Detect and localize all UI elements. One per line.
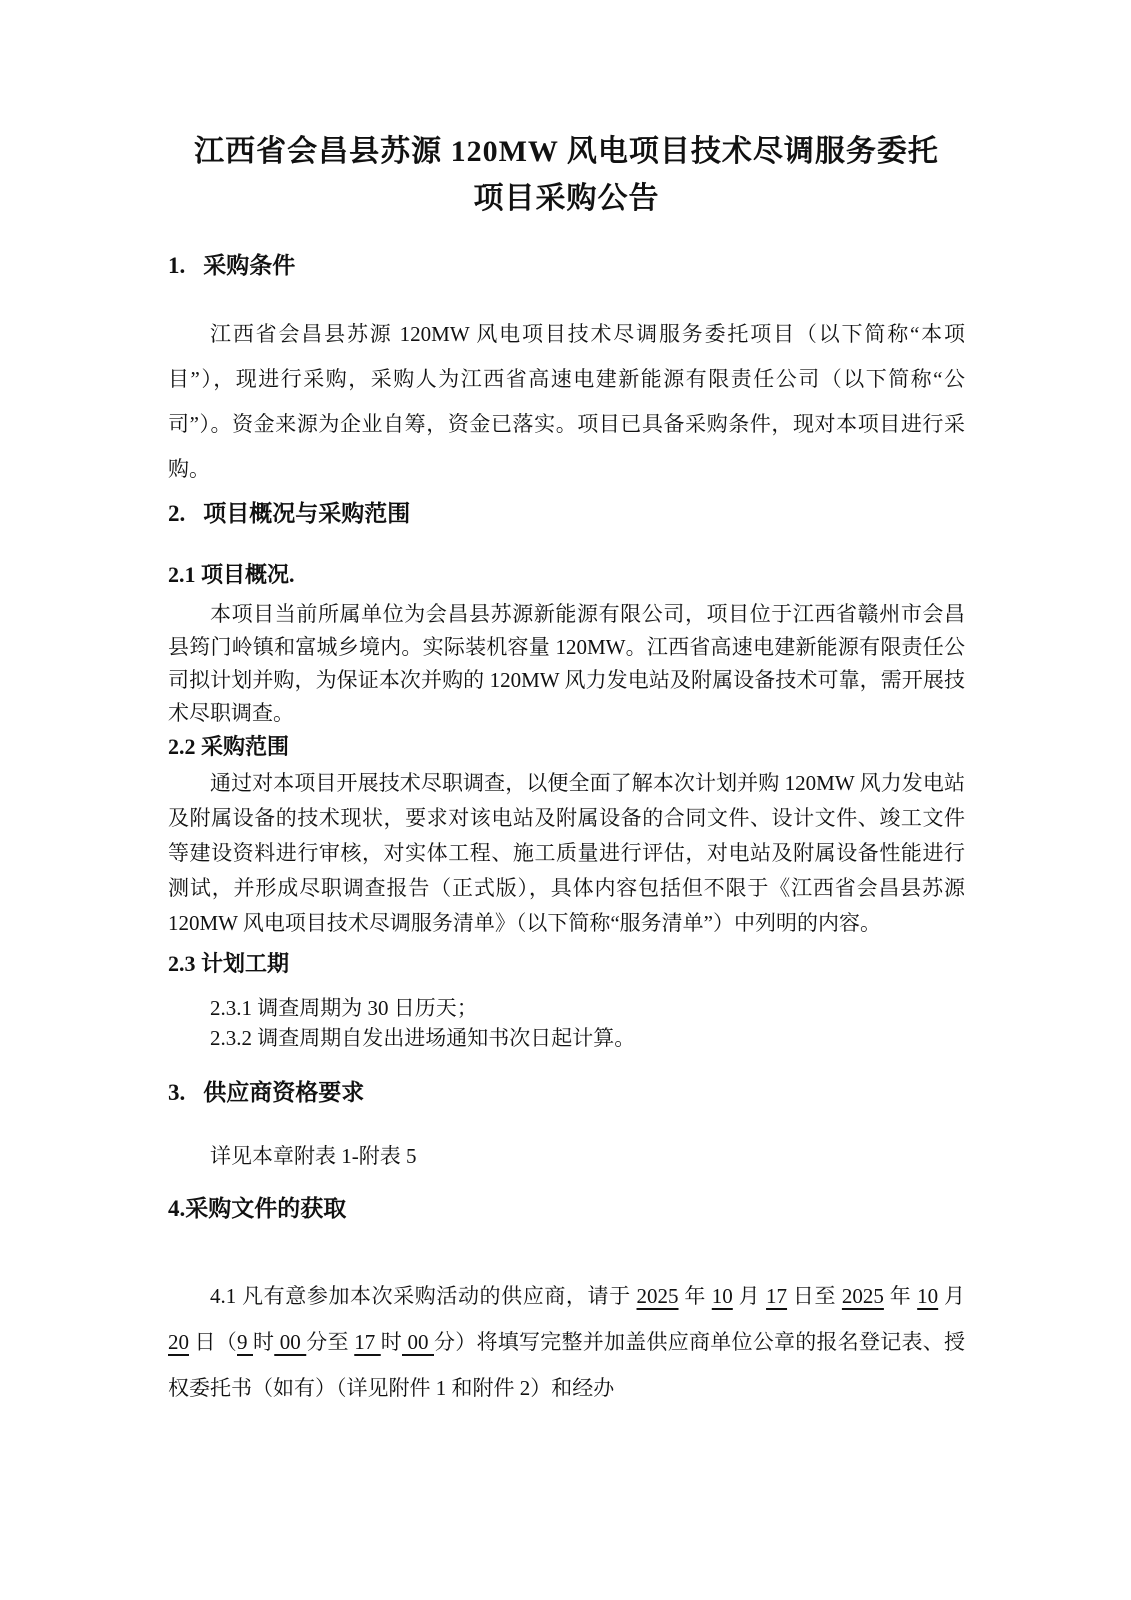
text-segment: 月 (732, 1284, 767, 1308)
section-3-number: 3. (168, 1080, 186, 1105)
text-segment: 年 (678, 1284, 712, 1308)
section-2-1-paragraph: 本项目当前所属单位为会昌县苏源新能源有限公司，项目位于江西省赣州市会昌县筠门岭镇和富城乡境内。实际装机容量 120MW。江西省高速电建新能源有限责任公司拟计划并购，为保证本次并购的 120MW 风力发电站及附属设备技术可靠，需开展技术尽职调查。 (168, 602, 965, 725)
underlined-value: 17 (354, 1330, 381, 1354)
section-2-2-paragraph: 通过对本项目开展技术尽职调查，以便全面了解本次计划并购 120MW 风力发电站及附属设备的技术现状，要求对该电站及附属设备的合同文件、设计文件、竣工文件等建设资料进行审核，对实体工程、施工质量进行评估，对电站及附属设备性能进行测试，并形成尽职调查报告（正式版），具体内容包括但不限于《江西省会昌县苏源 120MW 风电项目技术尽调服务清单》（以下简称“服务清单”）中列明的内容。 (168, 771, 965, 935)
section-2-3-heading: 2.3 计划工期 (168, 951, 290, 976)
underlined-value: 00 (274, 1330, 307, 1354)
text-segment: 日至 (787, 1284, 842, 1308)
underlined-value: 00 (402, 1330, 434, 1354)
text-segment: 月 (938, 1284, 966, 1308)
section-2-heading-text: 项目概况与采购范围 (203, 501, 411, 526)
underlined-value: 10 (917, 1284, 939, 1308)
underlined-value: 20 (168, 1330, 189, 1354)
document-title-line-2: 项目采购公告 (473, 182, 660, 215)
underlined-value: 17 (766, 1284, 788, 1308)
section-1-number: 1. (168, 253, 186, 278)
section-3-paragraph: 详见本章附表 1-附表 5 (210, 1144, 417, 1168)
section-2-3-items (168, 993, 965, 1053)
list-item: 2.3.2 调查周期自发出进场通知书次日起计算。 (210, 1026, 636, 1050)
section-2-1-heading: 2.1 项目概况. (168, 562, 295, 587)
text-segment: 日（ (189, 1330, 237, 1354)
document-title (168, 128, 965, 222)
text-segment: 年 (883, 1284, 918, 1308)
underlined-value: 10 (711, 1284, 733, 1308)
text-segment: 时 (253, 1330, 275, 1354)
section-3-heading-text: 供应商资格要求 (203, 1080, 365, 1105)
text-segment: 分至 (306, 1330, 355, 1354)
text-segment: 4.1 凡有意参加本次采购活动的供应商，请于 (210, 1284, 637, 1308)
section-2-2-heading: 2.2 采购范围 (168, 734, 290, 759)
section-3-heading (168, 1077, 965, 1109)
document-title-line-1: 江西省会昌县苏源 120MW 风电项目技术尽调服务委托 (194, 135, 939, 168)
section-1-paragraph: 江西省会昌县苏源 120MW 风电项目技术尽调服务委托项目（以下简称“本项目”），现进行采购，采购人为江西省高速电建新能源有限责任公司（以下简称“公司”）。资金来源为企业自筹，资金已落实。项目已具备采购条件，现对本项目进行采购。 (168, 322, 965, 481)
section-1-heading-text: 采购条件 (203, 253, 296, 278)
text-segment: 时 (380, 1330, 402, 1354)
section-2-heading (168, 498, 965, 530)
underlined-value: 2025 (636, 1284, 679, 1308)
section-4-1-paragraph (168, 1273, 965, 1411)
text-segment: 分） (434, 1330, 477, 1354)
underlined-value: 9 (237, 1330, 253, 1354)
section-2-number: 2. (168, 501, 186, 526)
text-segment: 将填写完整并加盖供应商单位公章的报名登记表、授权委托书（如有）（详见附件 1 和附件 2）和经办 (168, 1330, 965, 1400)
list-item: 2.3.1 调查周期为 30 日历天； (210, 996, 478, 1020)
section-4-heading: 4.采购文件的获取 (168, 1196, 347, 1221)
underlined-value: 2025 (841, 1284, 884, 1308)
section-1-heading (168, 250, 965, 282)
